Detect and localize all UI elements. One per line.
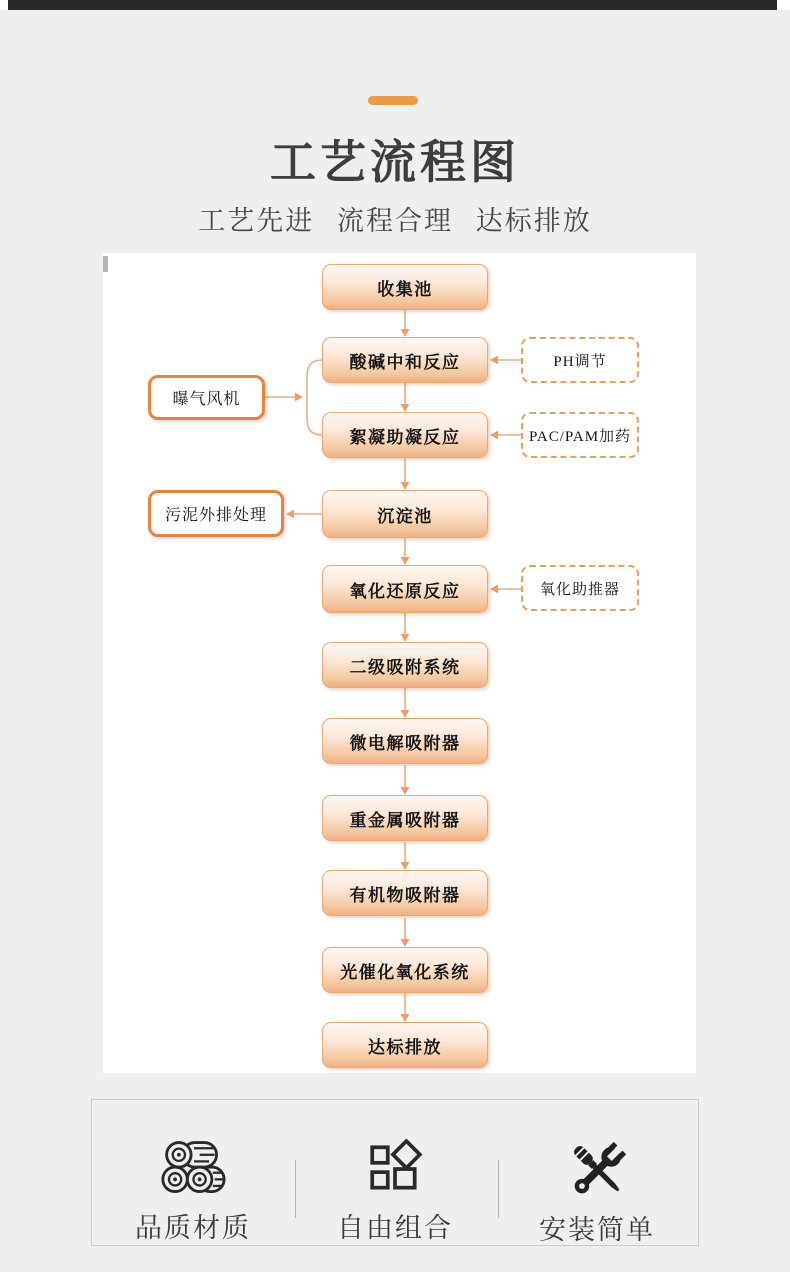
top-bar xyxy=(8,0,777,10)
flow-step-heavy-metal-adsorber: 重金属吸附器 xyxy=(322,795,488,841)
flow-input-ox-booster: 氧化助推器 xyxy=(521,565,639,611)
flow-step-collection-pool: 收集池 xyxy=(322,264,488,310)
flow-step-redox-reaction: 氧化还原反应 xyxy=(322,565,488,613)
flow-step-microelectrolysis: 微电解吸附器 xyxy=(322,718,488,764)
accent-dash xyxy=(368,96,418,105)
flow-aux-sludge-disposal: 污泥外排处理 xyxy=(148,490,284,537)
feature-strip xyxy=(91,1099,699,1246)
blocks-icon xyxy=(366,1138,424,1198)
top-strip xyxy=(0,0,790,10)
feature-easy-install xyxy=(496,1100,698,1245)
flowchart-panel xyxy=(103,253,696,1073)
page-title: 工艺流程图 xyxy=(270,136,520,188)
feature-quality-material xyxy=(92,1100,294,1245)
tools-icon xyxy=(566,1138,628,1200)
feature-label: 安装简单 xyxy=(539,1215,655,1245)
flow-step-secondary-adsorption: 二级吸附系统 xyxy=(322,642,488,688)
feature-label: 品质材质 xyxy=(135,1213,251,1243)
page-subtitle: 工艺先进 流程合理 达标排放 xyxy=(198,206,592,236)
flow-aux-aeration-blower: 曝气风机 xyxy=(148,375,265,420)
flow-step-neutralization: 酸碱中和反应 xyxy=(322,337,488,383)
flow-input-ph-adjust: PH调节 xyxy=(521,337,639,383)
flow-input-pac-pam: PAC/PAM加药 xyxy=(521,412,639,458)
flow-step-discharge: 达标排放 xyxy=(322,1022,488,1068)
feature-label: 自由组合 xyxy=(337,1213,453,1243)
flow-step-organic-adsorber: 有机物吸附器 xyxy=(322,870,488,916)
flow-step-photocatalytic: 光催化氧化系统 xyxy=(322,947,488,993)
logs-icon xyxy=(160,1138,226,1198)
flow-step-flocculation: 絮凝助凝反应 xyxy=(322,412,488,458)
feature-free-combination xyxy=(294,1100,496,1245)
flow-step-sedimentation-pool: 沉淀池 xyxy=(322,490,488,538)
